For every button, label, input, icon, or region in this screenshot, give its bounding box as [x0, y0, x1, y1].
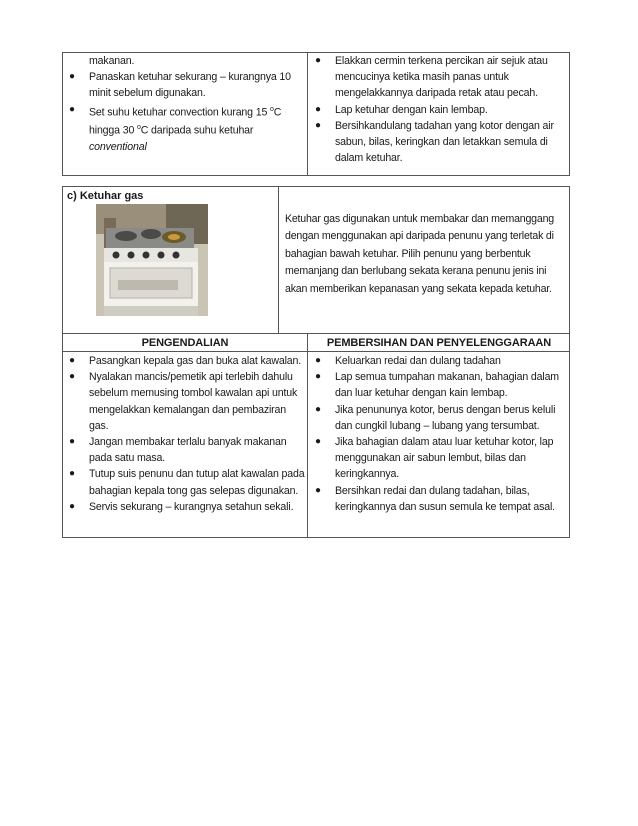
bullet-icon: ● — [69, 371, 75, 383]
top-right-list — [311, 53, 567, 166]
list-item: ● Jangan membakar terlalu banyak makanan pada satu masa. — [69, 436, 287, 465]
top-table-divider — [307, 53, 308, 175]
top-table — [62, 52, 570, 176]
list-item: ● Elakkan cermin terkena percikan air sejuk atau mencucinya ketika masih panas untuk mengelakkannya daripada retak atau pecah. — [315, 55, 548, 100]
top-left-list — [65, 69, 305, 155]
bullet-icon: ● — [69, 468, 75, 480]
list-item: ● Bersihkan redai dan dulang tadahan, bilas, keringkannya dan susun semula ke tempat asal. — [315, 484, 555, 513]
list-item: ● Panaskan ketuhar sekurang – kurangnya 10 minit sebelum digunakan. — [69, 71, 291, 100]
list-item: ● Lap semua tumpahan makanan, bahagian dalam dan luar ketuhar dengan kain lembap. — [315, 371, 559, 400]
bullet-icon: ● — [69, 436, 75, 448]
gas-oven-photo — [96, 204, 208, 316]
continuation-text: makanan. — [89, 55, 135, 67]
italic-term: conventional — [89, 141, 147, 154]
list-item: ● Jika bahagian dalam atau luar ketuhar kotor, lap menggunakan air sabun lembut, bilas dan keringkannya. — [315, 436, 554, 481]
bullet-icon: ● — [315, 103, 321, 115]
header-pengendalian: PENGENDALIAN — [141, 337, 229, 349]
bullet-icon: ● — [69, 355, 75, 366]
bullet-icon: ● — [315, 119, 321, 131]
section-description: Ketuhar gas digunakan untuk membakar dan memanggang dengan menggunakan api daripada penunu yang terletak di bahagian bawah ketuhar. Pilih penunu yang berbentuk memanjang dan berlubang sekata kerana penunu jenis ini akan memberikan kepanasan yang sekata kepada ketuhar. — [285, 213, 554, 295]
bullet-icon: ● — [315, 55, 321, 66]
list-item: ● Tutup suis penunu dan tutup alat kawalan pada bahagian kepala tong gas selepas digunakan. — [69, 468, 305, 497]
bullet-icon: ● — [69, 500, 75, 512]
bullet-icon: ● — [315, 355, 321, 366]
list-item: ● Servis sekurang – kurangnya setahun sekali. — [65, 499, 307, 515]
bottom-table-divider — [307, 334, 308, 537]
header-divider — [63, 351, 569, 352]
list-item: ● Set suhu ketuhar convection kurang 15 $^o$C hingga 30 $^o$C daripada suhu ketuhar conventional — [69, 103, 282, 154]
list-item: ● Pasangkan kepala gas dan buka alat kawalan. — [65, 353, 307, 369]
bottom-table — [62, 333, 570, 538]
list-item: ● Keluarkan redai dan dulang tadahan — [311, 353, 567, 369]
list-item: ● Nyalakan mancis/pemetik api terlebih dahulu sebelum memusing tombol kawalan api untuk mengelakkan kemalangan dan pembaziran gas. — [69, 371, 298, 432]
section-c-box — [62, 186, 570, 334]
top-left-cell — [65, 53, 305, 155]
bottom-left-cell — [65, 353, 307, 515]
section-c-divider — [278, 187, 279, 333]
header-pembersihan: PEMBERSIHAN DAN PENYELENGGARAAN — [326, 337, 552, 349]
list-item: ● Lap ketuhar dengan kain lembap. — [311, 102, 567, 118]
bullet-icon: ● — [315, 484, 321, 496]
bullet-icon: ● — [69, 103, 75, 115]
bullet-icon: ● — [69, 71, 75, 83]
bullet-icon: ● — [315, 403, 321, 415]
gas-oven-image — [96, 204, 208, 316]
pembersihan-list — [311, 353, 567, 515]
list-item: ● Jika penununya kotor, berus dengan berus keluli dan cungkil lubang – lubang yang tersumbat. — [315, 403, 556, 432]
top-right-cell — [311, 53, 567, 166]
section-title: c) Ketuhar gas — [67, 190, 144, 202]
list-item: ● Bersihkandulang tadahan yang kotor dengan air sabun, bilas, keringkan dan letakkan semula di dalam ketuhar. — [315, 119, 554, 165]
bottom-right-cell — [311, 353, 567, 515]
bullet-icon: ● — [315, 371, 321, 383]
bullet-icon: ● — [315, 436, 321, 448]
pengendalian-list — [65, 353, 307, 515]
